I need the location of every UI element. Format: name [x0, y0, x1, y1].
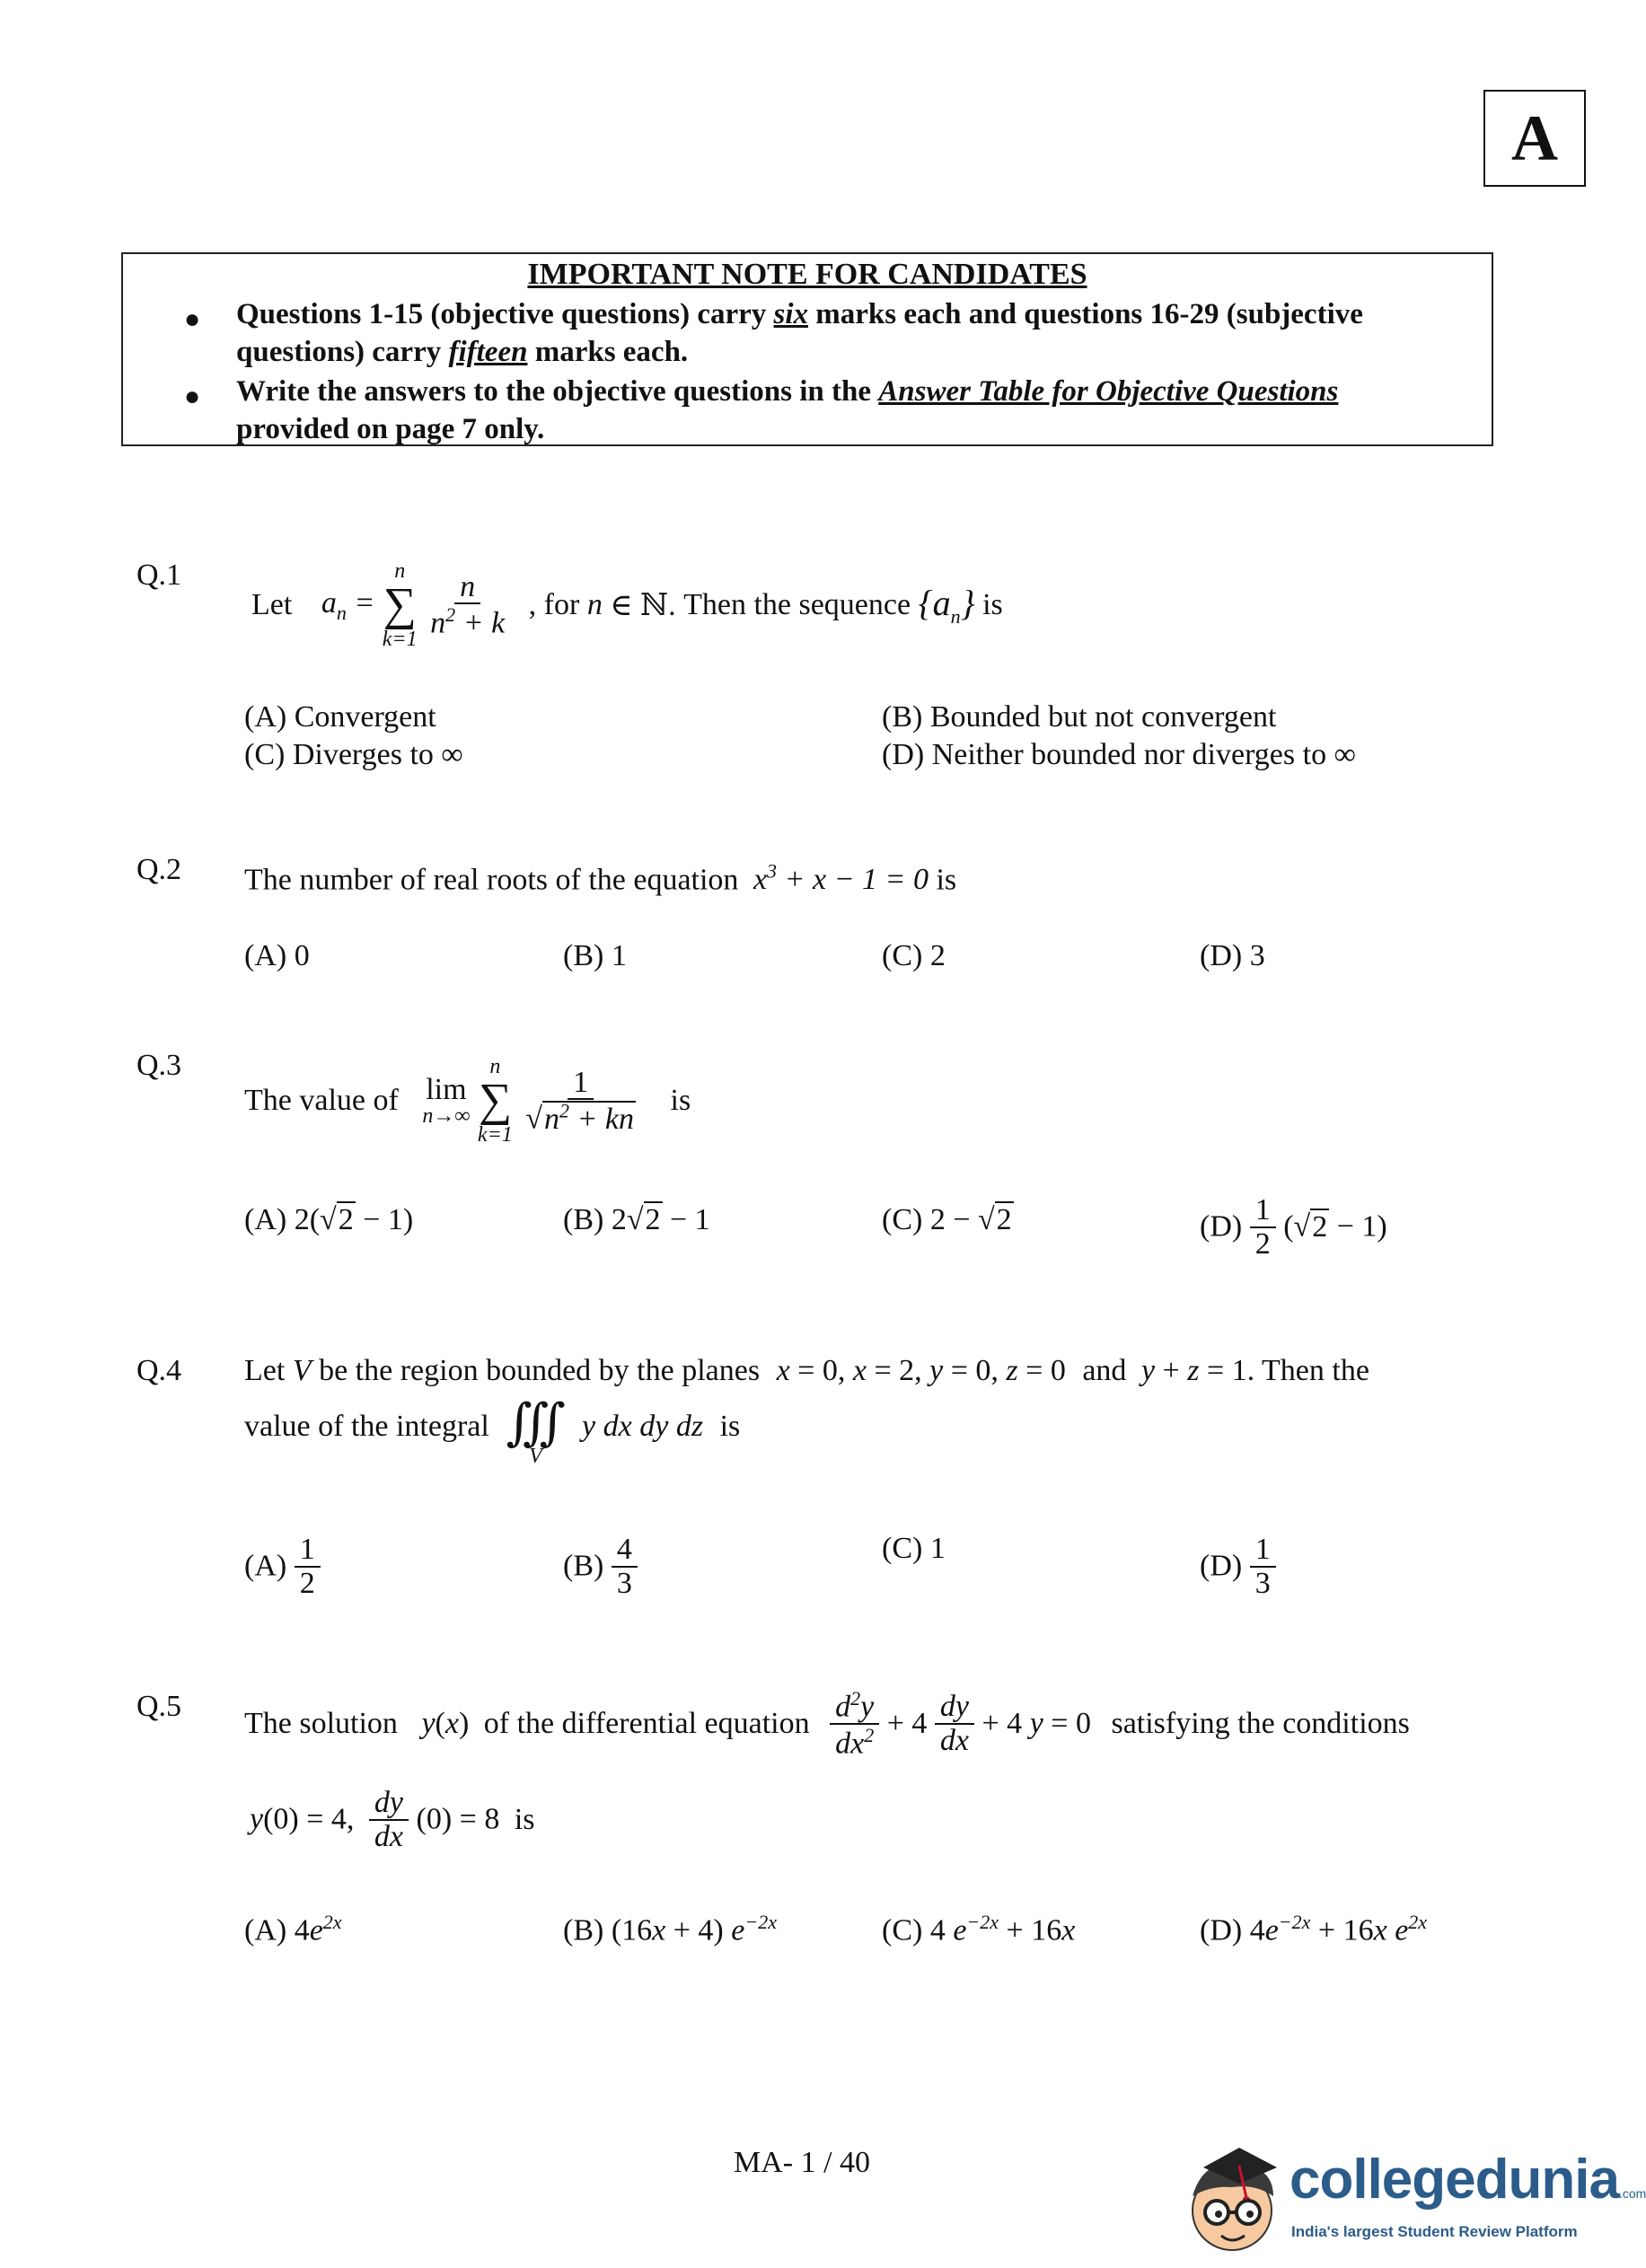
logo-name: collegedunia: [1290, 2149, 1619, 2211]
summation: n ∑ k=1: [382, 559, 418, 651]
question-number: Q.2: [136, 853, 182, 886]
question-3-stem: The value of lim n→∞ n ∑ k=1 $\frac{1}{√n^2 + kn}$ is: [244, 1055, 691, 1147]
bullet-icon: ●: [184, 382, 201, 411]
logo-tagline: India's largest Student Review Platform: [1291, 2223, 1578, 2240]
option-a[interactable]: (A) $\frac{1}{2}$: [244, 1534, 321, 1599]
fraction: $\frac{1}{3}$: [1250, 1534, 1276, 1599]
option-d[interactable]: (D) 3: [1200, 939, 1265, 972]
bullet-icon: ●: [184, 304, 201, 334]
option-c[interactable]: (C) 4 $e^{-2x} + 16x$: [882, 1911, 1076, 1947]
note-title: IMPORTANT NOTE FOR CANDIDATES: [527, 258, 1087, 291]
question-number: Q.1: [136, 558, 182, 592]
question-number: Q.4: [136, 1354, 182, 1387]
set-code-box: A: [1483, 90, 1586, 187]
fraction: $\frac{4}{3}$: [612, 1534, 638, 1599]
option-b[interactable]: (B) Bounded but not convergent: [882, 700, 1277, 734]
summation: n ∑ k=1: [477, 1055, 513, 1147]
option-b[interactable]: (B) (16x + 4) $e^{-2x}$: [563, 1911, 777, 1947]
question-5-stem-line-1: The solution y(x) of the differential equation $\frac{d^2y}{dx^2}$ + 4 $\frac{dy}{dx}$ + 4 y = 0 satisfying the conditions: [244, 1687, 1410, 1761]
option-d[interactable]: (D) Neither bounded nor diverges to ∞: [882, 738, 1356, 771]
mascot-icon: [1176, 2141, 1293, 2266]
option-d[interactable]: (D) $\frac{1}{3}$: [1200, 1534, 1276, 1599]
option-c[interactable]: (C) 2 − √2: [882, 1203, 1012, 1236]
fraction: $\frac{1}{2}$: [295, 1534, 321, 1599]
option-b[interactable]: (B) $\frac{4}{3}$: [563, 1534, 638, 1599]
option-a[interactable]: (A) $4e^{2x}$: [244, 1911, 342, 1947]
question-number: Q.5: [136, 1690, 182, 1723]
limit: lim n→∞: [422, 1073, 471, 1128]
option-c[interactable]: (C) 1: [882, 1532, 946, 1565]
option-b[interactable]: (B) 1: [563, 939, 627, 972]
question-2-stem: The number of real roots of the equation $x^3 + x - 1 = 0$ is: [244, 860, 957, 897]
question-4-stem-line-1: Let V be the region bounded by the planes x = 0, x = 2, y = 0, z = 0 and y + z = 1. Then the: [244, 1354, 1369, 1387]
fraction: $\frac{dy}{dx}$: [369, 1787, 409, 1852]
note-bullet-1: Questions 1-15 (objective questions) carry six marks each and questions 16-29 (subjective questions) carry fifteen marks each.: [236, 298, 1363, 368]
option-a[interactable]: (A) 2(√2 − 1): [244, 1203, 414, 1236]
option-a[interactable]: (A) 0: [244, 939, 310, 972]
option-b[interactable]: (B) 2√2 − 1: [563, 1203, 710, 1236]
page-number: MA- 1 / 40: [733, 2146, 871, 2179]
fraction: $\frac{1}{√n^2 + kn}$: [525, 1065, 634, 1136]
question-1-stem: Let $a_n$ = n ∑ k=1 $\frac{n}{n^2 + k}$ , for n ∈ ℕ. Then the sequence $\{a_n\}$ is: [251, 559, 1003, 651]
note-bullet-2: Write the answers to the objective questions in the Answer Table for Objective Questions provided on page 7 only.: [236, 375, 1339, 445]
fraction: $\frac{dy}{dx}$: [935, 1691, 974, 1756]
option-c[interactable]: (C) 2: [882, 939, 946, 972]
collegedunia-logo: [1176, 2141, 1646, 2266]
fraction: $\frac{1}{2}$: [1250, 1194, 1276, 1260]
fraction: $\frac{n}{n^2 + k}$: [430, 569, 506, 640]
fraction: $\frac{d^2y}{dx^2}$: [830, 1688, 879, 1760]
question-4-stem-line-2: value of the integral ∭ V y dx dy dz is: [244, 1395, 741, 1469]
option-c[interactable]: (C) Diverges to ∞: [244, 738, 463, 771]
question-5-stem-line-2: y(0) = 4, $\frac{dy}{dx}$ (0) = 8 is: [250, 1786, 535, 1853]
question-number: Q.3: [136, 1049, 182, 1082]
logo-suffix: .com: [1618, 2186, 1646, 2201]
option-d[interactable]: (D) $\frac{1}{2}$ (√2 − 1): [1200, 1193, 1387, 1261]
important-note-box: [121, 252, 1493, 446]
option-a[interactable]: (A) Convergent: [244, 700, 436, 734]
triple-integral: ∭ V: [506, 1395, 566, 1469]
option-d[interactable]: (D) $4e^{-2x} + 16x$ $e^{2x}$: [1200, 1911, 1428, 1947]
